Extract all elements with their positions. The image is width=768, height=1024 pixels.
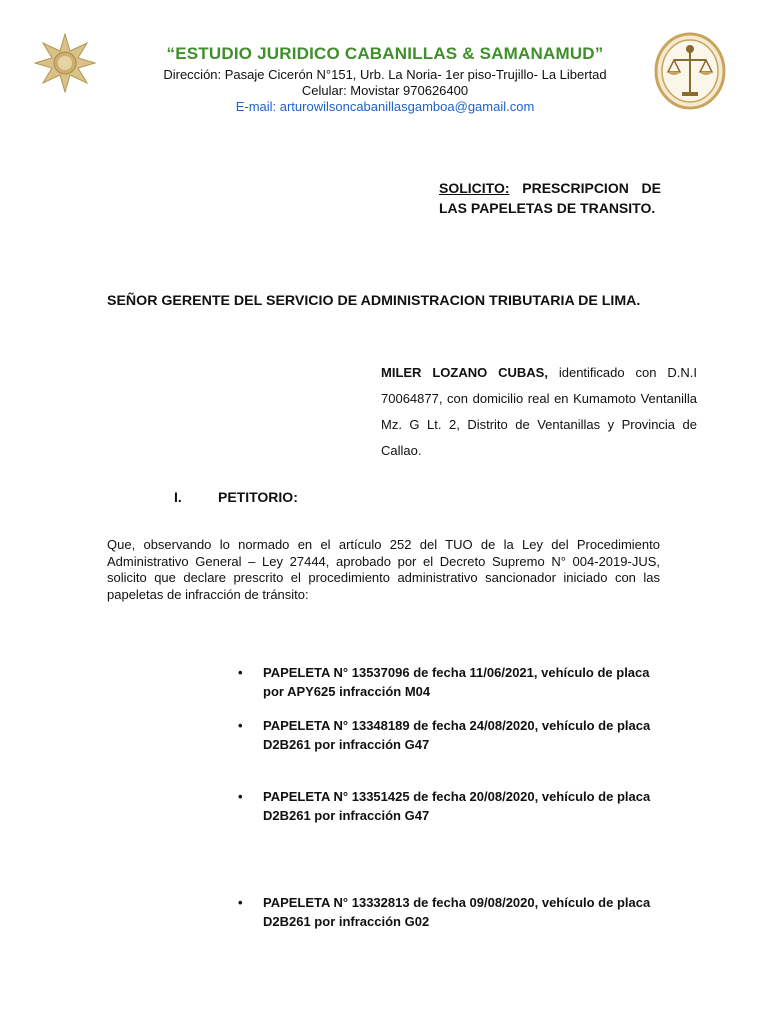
firm-name: “ESTUDIO JURIDICO CABANILLAS & SAMANAMUD” [166, 44, 604, 63]
star-emblem-icon [34, 33, 96, 93]
list-item [238, 717, 668, 754]
petition-intro: Que, observando lo normado en el artículo 252 del TUO de la Ley del Procedimiento Administrativo General – Ley 27444, aprobado por el Decreto Supremo N° 004-2019-JUS, solicito que declare prescrito el procedimiento administrativo sancionador iniciado con las papeletas de infracción de tránsito: [107, 537, 660, 602]
papeleta-text: PAPELETA N° 13348189 de fecha 24/08/2020, vehículo de placa D2B261 por infracción G47 [263, 718, 651, 752]
bullet-icon: • [238, 895, 243, 910]
section-number: I. [174, 489, 182, 505]
section-title: PETITORIO: [218, 489, 298, 505]
bullet-icon: • [238, 718, 243, 733]
subject-label: SOLICITO: [439, 180, 510, 196]
applicant-name: MILER LOZANO CUBAS, [381, 365, 548, 380]
bullet-icon: • [238, 789, 243, 804]
papeleta-text: PAPELETA N° 13332813 de fecha 09/08/2020, vehículo de placa D2B261 por infracción G02 [263, 895, 651, 929]
firm-email: E-mail: arturowilsoncabanillasgamboa@gamail.com [235, 99, 535, 114]
list-item [238, 894, 668, 931]
applicant-block [381, 360, 697, 464]
list-item [238, 788, 668, 825]
subject-text: PRESCRIPCION DE LAS PAPELETAS DE TRANSITO. [439, 180, 661, 216]
bullet-icon: • [238, 665, 243, 680]
papeleta-text: PAPELETA N° 13351425 de fecha 20/08/2020, vehículo de placa D2B261 por infracción G47 [263, 789, 651, 823]
addressee: SEÑOR GERENTE DEL SERVICIO DE ADMINISTRACION TRIBUTARIA DE LIMA. [107, 293, 641, 309]
justice-seal-icon [654, 32, 726, 110]
firm-address: Dirección: Pasaje Cicerón N°151, Urb. La Noria- 1er piso-Trujillo- La Libertad [163, 67, 607, 82]
firm-phone: Celular: Movistar 970626400 [301, 83, 469, 98]
list-item [238, 664, 668, 701]
papeleta-text: PAPELETA N° 13537096 de fecha 11/06/2021, vehículo de placa por APY625 infracción M04 [263, 665, 650, 699]
subject-block [439, 179, 661, 218]
applicant-details: identificado con D.N.I 70064877, con domicilio real en Kumamoto Ventanilla Mz. G Lt. 2, Distrito de Ventanillas y Provincia de Callao. [381, 365, 697, 458]
